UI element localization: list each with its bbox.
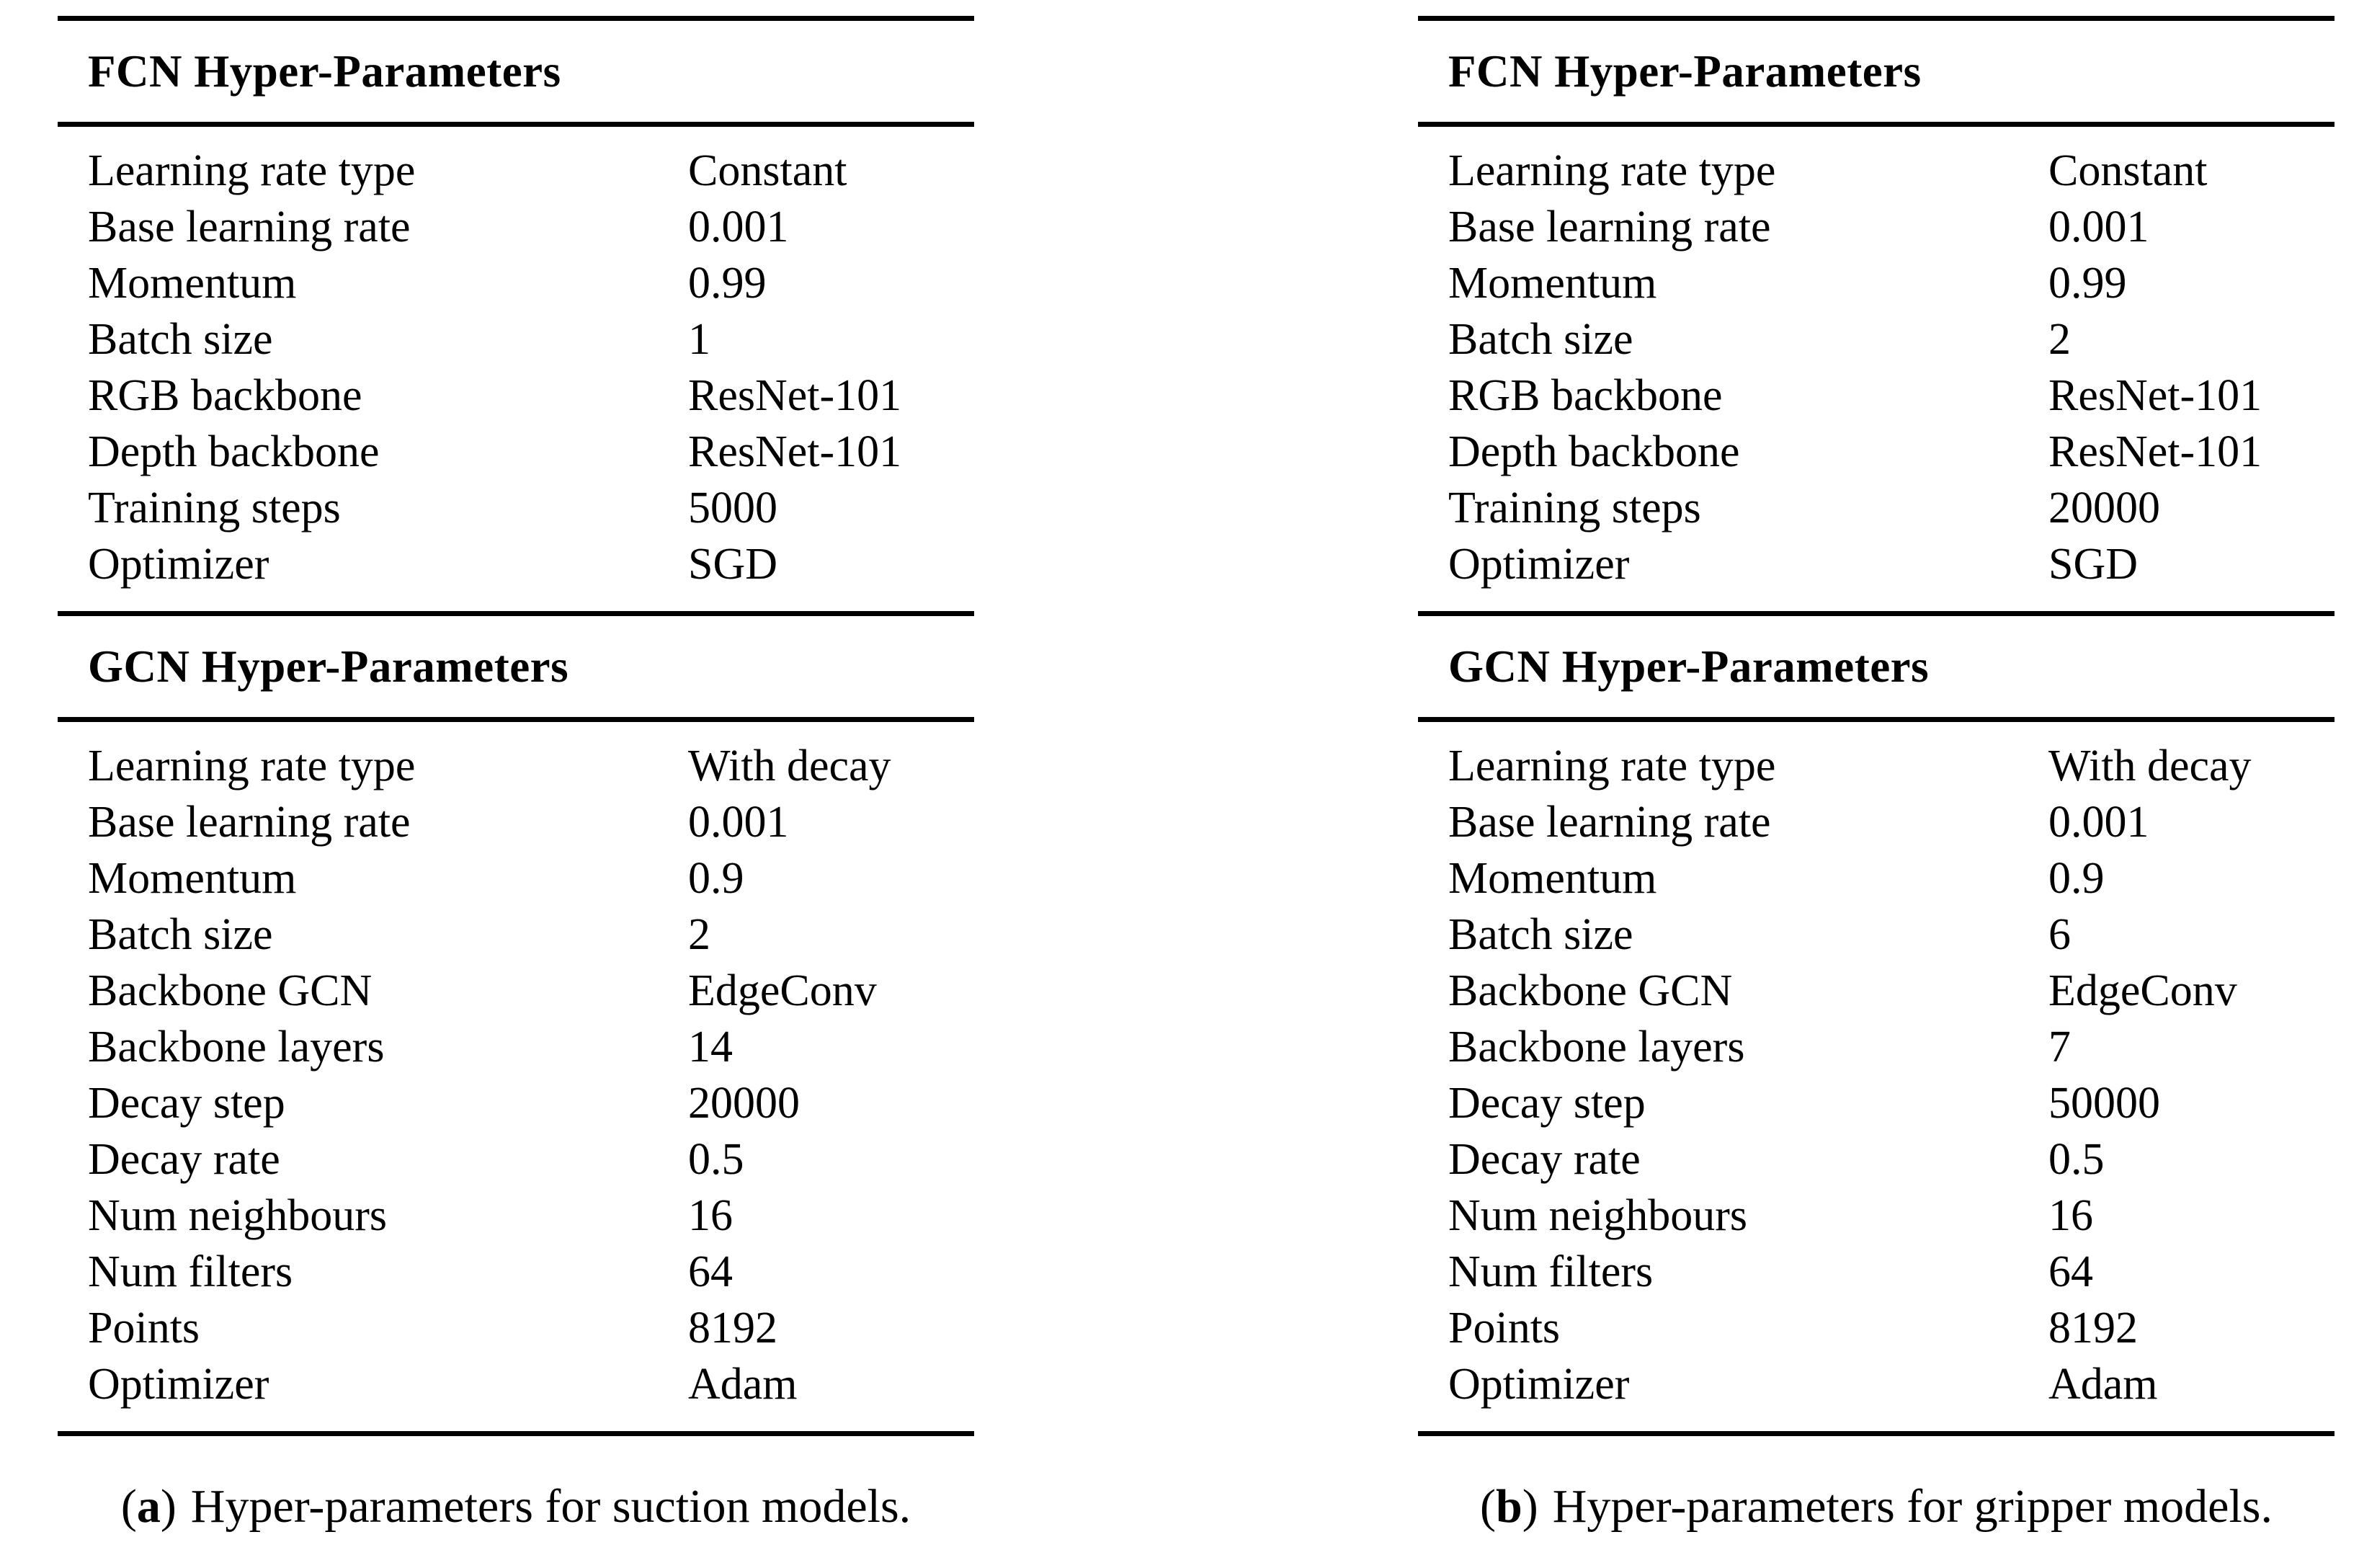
table-row — [1448, 1131, 2335, 1188]
param-value: 16 — [688, 1191, 733, 1240]
table-row — [1448, 199, 2335, 255]
table-row — [1448, 424, 2335, 480]
param-value: 0.9 — [688, 854, 744, 903]
table-row — [88, 311, 974, 368]
param-value: With decay — [2048, 741, 2252, 790]
param-label: Optimizer — [88, 1360, 269, 1409]
param-value: 0.001 — [688, 202, 789, 251]
param-value: Adam — [2048, 1360, 2158, 1409]
param-value: 14 — [688, 1023, 733, 1072]
param-value: 64 — [688, 1247, 733, 1296]
table-row — [1448, 794, 2335, 850]
param-value: Adam — [688, 1360, 798, 1409]
param-value: 5000 — [688, 484, 777, 533]
table-row — [1448, 1356, 2335, 1412]
table-row — [88, 143, 974, 199]
table-caption-b — [1418, 1478, 2335, 1536]
table-row — [1448, 480, 2335, 536]
section-rows-gcn — [1418, 722, 2335, 1431]
table-rule — [1418, 122, 2335, 127]
param-label: Points — [88, 1304, 200, 1353]
param-value: 20000 — [688, 1079, 800, 1128]
param-label: Depth backbone — [88, 427, 380, 476]
table-top-rule — [58, 16, 974, 21]
param-label: Decay rate — [1448, 1135, 1641, 1184]
table-row — [88, 199, 974, 255]
param-label: Base learning rate — [1448, 202, 1771, 251]
param-label: Decay rate — [88, 1135, 280, 1184]
param-label: Backbone GCN — [88, 966, 373, 1015]
table-row — [1448, 536, 2335, 592]
param-value: 7 — [2048, 1023, 2071, 1072]
param-label: Backbone layers — [1448, 1023, 1745, 1072]
section-header-fcn: FCN Hyper-Parameters — [88, 46, 561, 97]
param-label: Num filters — [1448, 1247, 1654, 1296]
param-value: ResNet-101 — [2048, 371, 2262, 420]
table-row — [88, 368, 974, 424]
table-row — [88, 1131, 974, 1188]
table-row — [1448, 1244, 2335, 1300]
table-row — [1448, 963, 2335, 1019]
param-value: 16 — [2048, 1191, 2093, 1240]
param-label: Momentum — [88, 259, 297, 308]
table-row — [88, 738, 974, 794]
param-label: Learning rate type — [1448, 146, 1776, 195]
table-rule — [58, 122, 974, 127]
table-row — [88, 963, 974, 1019]
param-label: Momentum — [1448, 259, 1657, 308]
param-value: Constant — [688, 146, 847, 195]
param-label: Backbone GCN — [1448, 966, 1733, 1015]
param-value: 0.001 — [688, 798, 789, 847]
param-label: Backbone layers — [88, 1023, 385, 1072]
table-row — [1448, 143, 2335, 199]
param-value: SGD — [2048, 540, 2139, 589]
table-rule — [58, 717, 974, 722]
param-label: Training steps — [1448, 484, 1701, 533]
table-caption-a — [58, 1478, 974, 1536]
table-rule — [1418, 717, 2335, 722]
param-value: 8192 — [2048, 1304, 2138, 1353]
table-row — [1448, 368, 2335, 424]
param-value: EdgeConv — [688, 966, 877, 1015]
param-value: 20000 — [2048, 484, 2160, 533]
param-label: Optimizer — [1448, 540, 1630, 589]
table-row — [88, 1188, 974, 1244]
table-row — [88, 1075, 974, 1131]
param-label: Learning rate type — [88, 741, 416, 790]
param-value: ResNet-101 — [2048, 427, 2262, 476]
table-row — [88, 536, 974, 592]
param-label: RGB backbone — [88, 371, 362, 420]
param-label: Decay step — [1448, 1079, 1646, 1128]
param-value: 2 — [688, 910, 710, 959]
table-bottom-rule — [1418, 1431, 2335, 1436]
section-rows-gcn — [58, 722, 974, 1431]
section-header-gcn: GCN Hyper-Parameters — [1448, 641, 1930, 692]
table-row — [1448, 1188, 2335, 1244]
param-value: 0.99 — [688, 259, 767, 308]
param-label: Decay step — [88, 1079, 285, 1128]
section-header-fcn: FCN Hyper-Parameters — [1448, 46, 1922, 97]
param-value: 0.5 — [688, 1135, 744, 1184]
table-rule — [1418, 611, 2335, 616]
caption-marker: (b) — [1480, 1480, 1538, 1533]
caption-text: Hyper-parameters for gripper models. — [1552, 1480, 2273, 1533]
table-row — [1448, 906, 2335, 963]
param-label: Num neighbours — [1448, 1191, 1748, 1240]
param-label: Batch size — [1448, 910, 1633, 959]
table-suction-models — [58, 16, 974, 1536]
param-label: RGB backbone — [1448, 371, 1723, 420]
param-label: Num filters — [88, 1247, 293, 1296]
param-value: 0.001 — [2048, 202, 2149, 251]
table-row — [88, 906, 974, 963]
table-gripper-models — [1418, 16, 2335, 1536]
section-rows-fcn — [1418, 127, 2335, 611]
param-label: Base learning rate — [1448, 798, 1771, 847]
param-label: Learning rate type — [1448, 741, 1776, 790]
table-row — [88, 850, 974, 906]
table-row — [1448, 738, 2335, 794]
param-value: 1 — [688, 315, 710, 364]
table-top-rule — [1418, 16, 2335, 21]
param-label: Momentum — [88, 854, 297, 903]
param-value: SGD — [688, 540, 778, 589]
param-value: 2 — [2048, 315, 2071, 364]
param-label: Points — [1448, 1304, 1561, 1353]
param-value: 50000 — [2048, 1079, 2160, 1128]
table-row — [1448, 1019, 2335, 1075]
table-row — [88, 794, 974, 850]
section-header-gcn: GCN Hyper-Parameters — [88, 641, 569, 692]
table-row — [88, 1300, 974, 1356]
param-value: 0.99 — [2048, 259, 2127, 308]
table-row — [1448, 850, 2335, 906]
param-label: Base learning rate — [88, 202, 411, 251]
table-row — [1448, 255, 2335, 311]
param-label: Batch size — [88, 315, 273, 364]
param-label: Training steps — [88, 484, 341, 533]
table-row — [1448, 311, 2335, 368]
param-label: Batch size — [1448, 315, 1633, 364]
param-value: EdgeConv — [2048, 966, 2237, 1015]
table-row — [88, 255, 974, 311]
caption-marker: (a) — [120, 1480, 177, 1533]
param-label: Num neighbours — [88, 1191, 388, 1240]
param-label: Batch size — [88, 910, 273, 959]
param-value: 6 — [2048, 910, 2071, 959]
param-value: With decay — [688, 741, 891, 790]
param-value: 8192 — [688, 1304, 777, 1353]
param-label: Learning rate type — [88, 146, 416, 195]
param-label: Optimizer — [88, 540, 269, 589]
param-label: Depth backbone — [1448, 427, 1740, 476]
table-rule — [58, 611, 974, 616]
table-row — [88, 424, 974, 480]
param-label: Base learning rate — [88, 798, 411, 847]
param-value: ResNet-101 — [688, 427, 902, 476]
param-value: 0.5 — [2048, 1135, 2105, 1184]
param-value: 0.001 — [2048, 798, 2149, 847]
param-label: Optimizer — [1448, 1360, 1630, 1409]
caption-text: Hyper-parameters for suction models. — [190, 1480, 911, 1533]
table-bottom-rule — [58, 1431, 974, 1436]
param-value: 0.9 — [2048, 854, 2105, 903]
section-rows-fcn — [58, 127, 974, 611]
table-row — [88, 1356, 974, 1412]
table-row — [88, 480, 974, 536]
table-row — [88, 1019, 974, 1075]
table-row — [88, 1244, 974, 1300]
param-value: 64 — [2048, 1247, 2093, 1296]
param-value: ResNet-101 — [688, 371, 902, 420]
table-row — [1448, 1300, 2335, 1356]
param-label: Momentum — [1448, 854, 1657, 903]
param-value: Constant — [2048, 146, 2208, 195]
table-row — [1448, 1075, 2335, 1131]
